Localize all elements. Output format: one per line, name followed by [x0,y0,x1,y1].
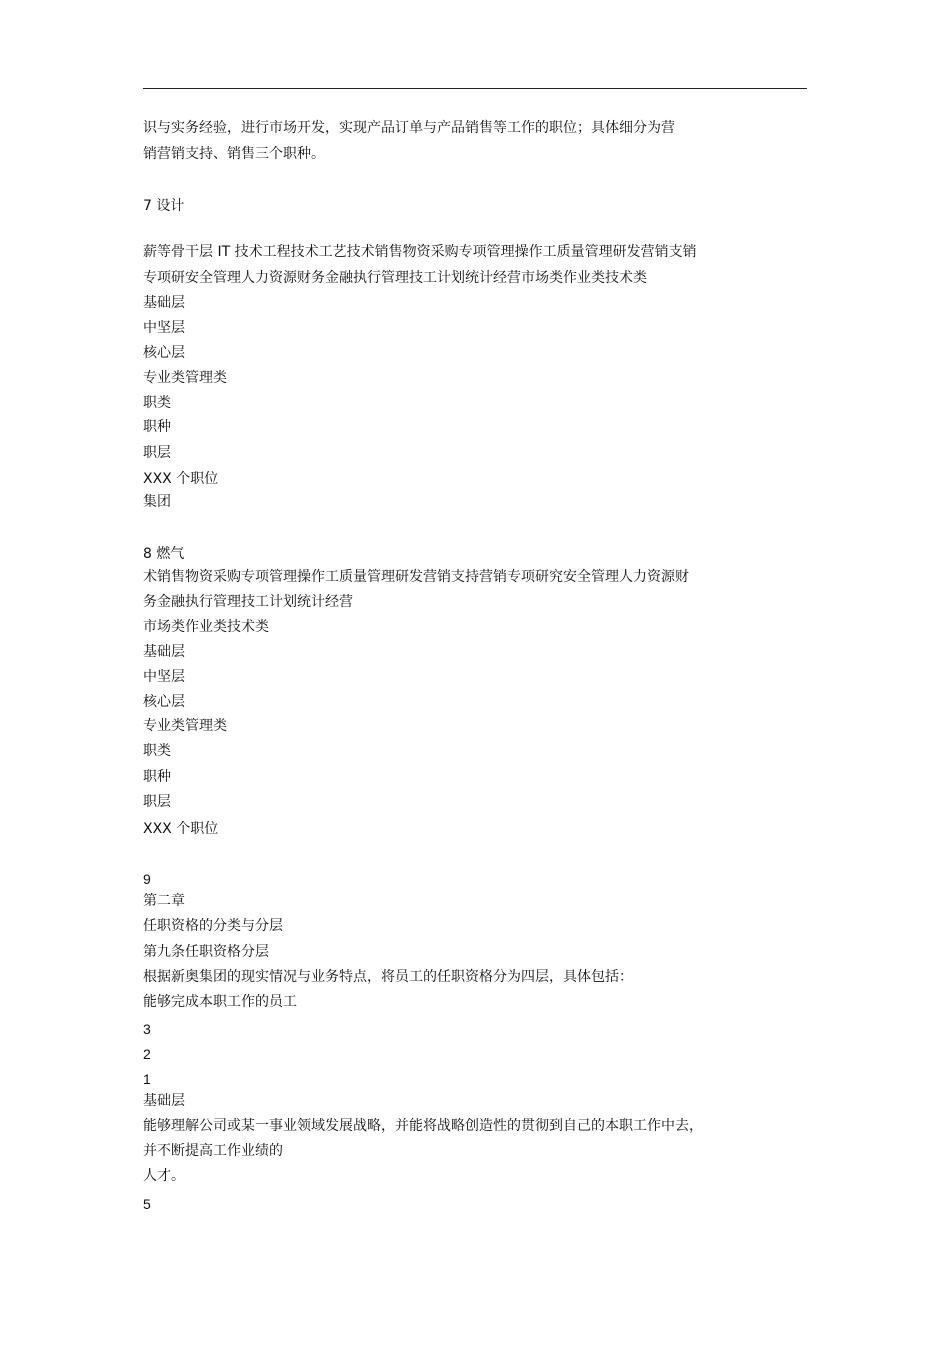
text-line: 职层 [143,445,171,461]
text-line: 人才。 [143,1168,185,1184]
text-line: 能够完成本职工作的员工 [143,994,297,1010]
text-line: 专项研安全管理人力资源财务金融执行管理技工计划统计经营市场类作业类技术类 [143,270,647,286]
chapter-title: 任职资格的分类与分层 [143,918,283,934]
text-line: 务金融执行管理技工计划统计经营 [143,594,353,610]
text-line: 职种 [143,419,171,435]
text-line: 职类 [143,395,171,411]
text-line: 职层 [143,794,171,810]
text-line: 核心层 [143,345,185,361]
text-line: 根据新奥集团的现实情况与业务特点，将员工的任职资格分为四层，具体包括： [143,969,633,985]
text-line: 市场类作业类技术类 [143,619,269,635]
text-line: 职种 [143,769,171,785]
text-line: 专业类管理类 [143,718,227,734]
text-line: 专业类管理类 [143,370,227,386]
text-line: 中坚层 [143,669,185,685]
text-line: 集团 [143,494,171,510]
text-line: 销营销支持、销售三个职种。 [143,146,325,162]
chapter-heading: 第二章 [143,893,185,909]
text-line: 能够理解公司或某一事业领域发展战略，并能将战略创造性的贯彻到自己的本职工作中去， [143,1118,703,1134]
section-heading: 7 设计 [143,198,185,214]
text-line: 基础层 [143,644,185,660]
text-line: 1 [143,1071,151,1087]
article-heading: 第九条任职资格分层 [143,944,269,960]
text-line: 基础层 [143,295,185,311]
page-number: 9 [143,871,151,887]
text-line: 3 [143,1021,151,1037]
text-line: 基础层 [143,1093,185,1109]
text-line: XXX 个职位 [143,471,219,487]
text-line: 5 [143,1196,151,1212]
text-line: 职类 [143,743,171,759]
text-line: 术销售物资采购专项管理操作工质量管理研发营销支持营销专项研究安全管理人力资源财 [143,569,689,585]
text-line: 核心层 [143,694,185,710]
text-line: XXX 个职位 [143,821,219,837]
text-line: 2 [143,1046,151,1062]
text-line: 识与实务经验，进行市场开发，实现产品订单与产品销售等工作的职位；具体细分为营 [143,120,675,136]
header-rule [143,88,807,89]
text-line: 中坚层 [143,320,185,336]
text-line: 薪等骨干层 IT 技术工程技术工艺技术销售物资采购专项管理操作工质量管理研发营销支销 [143,244,697,260]
text-line: 并不断提高工作业绩的 [143,1143,283,1159]
section-heading: 8 燃气 [143,546,185,562]
